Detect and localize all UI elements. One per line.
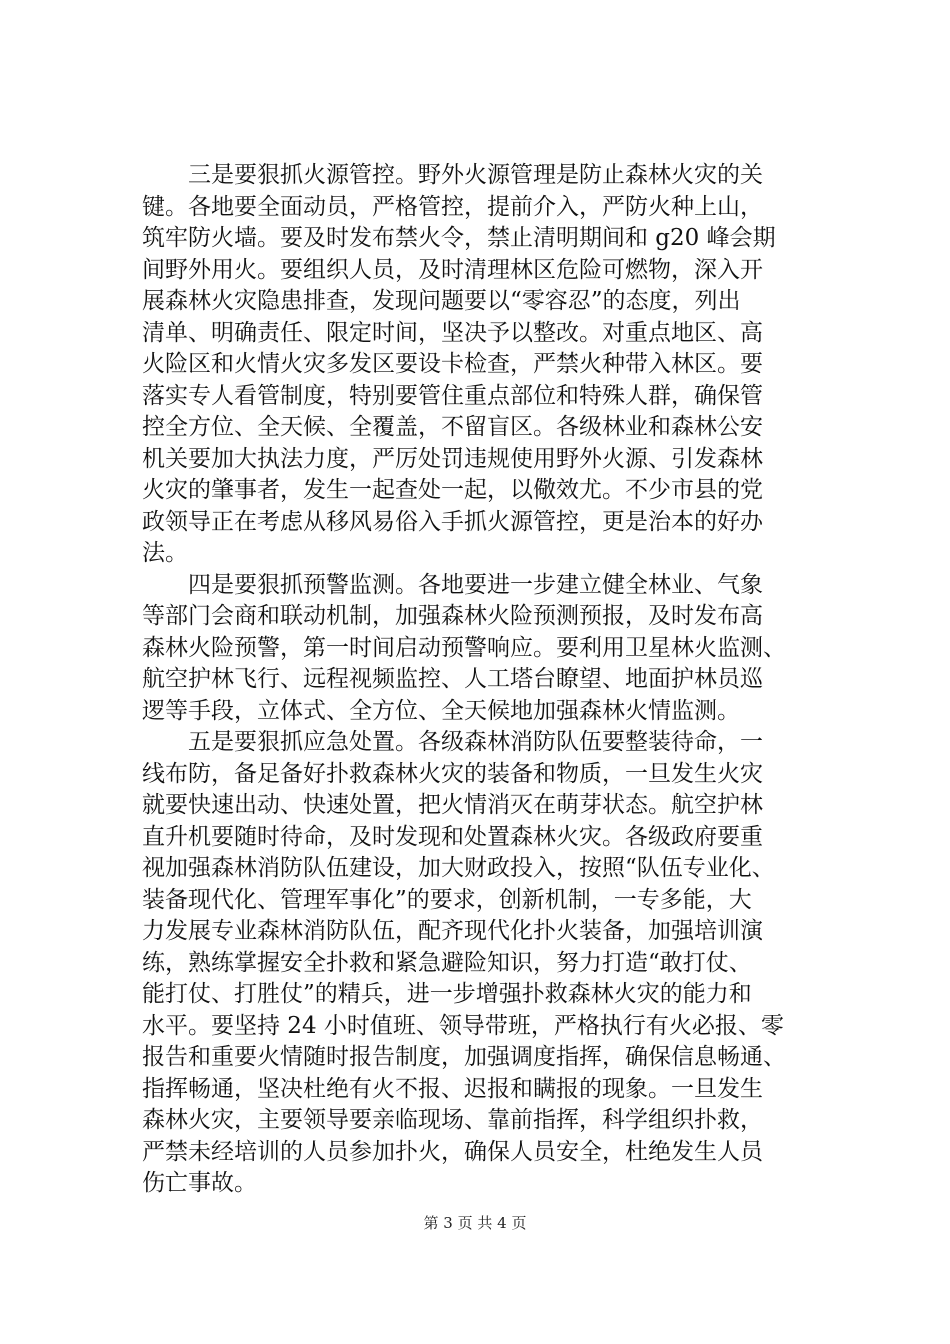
text-line: 火险区和火情火灾多发区要设卡检查，严禁火种带入林区。要 (142, 351, 763, 377)
body-text (142, 160, 812, 1200)
text-line: 森林火险预警，第一时间启动预警响应。要利用卫星林火监测、 (142, 634, 786, 661)
text-line: 三是要狠抓火源管控。野外火源管理是防止森林火灾的关 (142, 162, 763, 188)
text-line: 控全方位、全天候、全覆盖，不留盲区。各级林业和森林公安 (142, 414, 763, 440)
text-line: 键。各地要全面动员，严格管控，提前介入，严防火种上山， (142, 193, 763, 220)
page-footer: 第 3 页 共 4 页 (423, 1214, 527, 1232)
text-line: 就要快速出动、快速处置，把火情消灭在萌芽状态。航空护林 (142, 792, 763, 818)
text-line: 线布防，备足备好扑救森林火灾的装备和物质，一旦发生火灾 (142, 760, 763, 787)
text-line: 森林火灾，主要领导要亲临现场、靠前指挥，科学组织扑救， (142, 1107, 763, 1133)
text-line: 清单、明确责任、限定时间，坚决予以整改。对重点地区、高 (142, 319, 763, 346)
text-line: 伤亡事故。 (142, 1170, 257, 1196)
text-line: 政领导正在考虑从移风易俗入手抓火源管控，更是治本的好办 (142, 508, 763, 535)
text-line: 严禁未经培训的人员参加扑火，确保人员安全，杜绝发生人员 (142, 1138, 763, 1165)
text-line: 筑牢防火墙。要及时发布禁火令，禁止清明期间和 g20 峰会期 (142, 225, 776, 251)
text-line: 落实专人看管制度，特别要管住重点部位和特殊人群，确保管 (142, 382, 763, 409)
text-line: 能打仗、打胜仗”的精兵，进一步增强扑救森林火灾的能力和 (142, 981, 752, 1007)
text-line: 视加强森林消防队伍建设，加大财政投入，按照“队伍专业化、 (142, 855, 775, 881)
text-line: 等部门会商和联动机制，加强森林火险预测预报，及时发布高 (142, 603, 763, 629)
text-line: 直升机要随时待命，及时发现和处置森林火灾。各级政府要重 (142, 823, 763, 850)
text-line: 装备现代化、管理军事化”的要求，创新机制，一专多能，大 (142, 886, 752, 913)
text-line: 逻等手段，立体式、全方位、全天候地加强森林火情监测。 (142, 697, 740, 724)
text-line: 四是要狠抓预警监测。各地要进一步建立健全林业、气象 (142, 571, 763, 598)
text-line: 练，熟练掌握安全扑救和紧急避险知识，努力打造“敢打仗、 (142, 949, 752, 976)
text-line: 指挥畅通，坚决杜绝有火不报、迟报和瞒报的现象。一旦发生 (142, 1075, 763, 1102)
text-line: 火灾的肇事者，发生一起查处一起，以儆效尤。不少市县的党 (142, 477, 763, 503)
text-line: 力发展专业森林消防队伍，配齐现代化扑火装备，加强培训演 (142, 918, 763, 944)
text-line: 间野外用火。要组织人员，及时清理林区危险可燃物，深入开 (142, 256, 763, 283)
text-line: 水平。要坚持 24 小时值班、领导带班，严格执行有火必报、零 (142, 1012, 784, 1039)
text-line: 报告和重要火情随时报告制度，加强调度指挥，确保信息畅通、 (142, 1044, 786, 1070)
text-line: 航空护林飞行、远程视频监控、人工塔台瞭望、地面护林员巡 (142, 666, 763, 692)
text-line: 机关要加大执法力度，严厉处罚违规使用野外火源、引发森林 (142, 445, 763, 472)
text-line: 展森林火灾隐患排查，发现问题要以“零容忍”的态度，列出 (142, 288, 741, 314)
text-line: 五是要狠抓应急处置。各级森林消防队伍要整装待命，一 (142, 729, 763, 755)
text-line: 法。 (142, 540, 188, 566)
